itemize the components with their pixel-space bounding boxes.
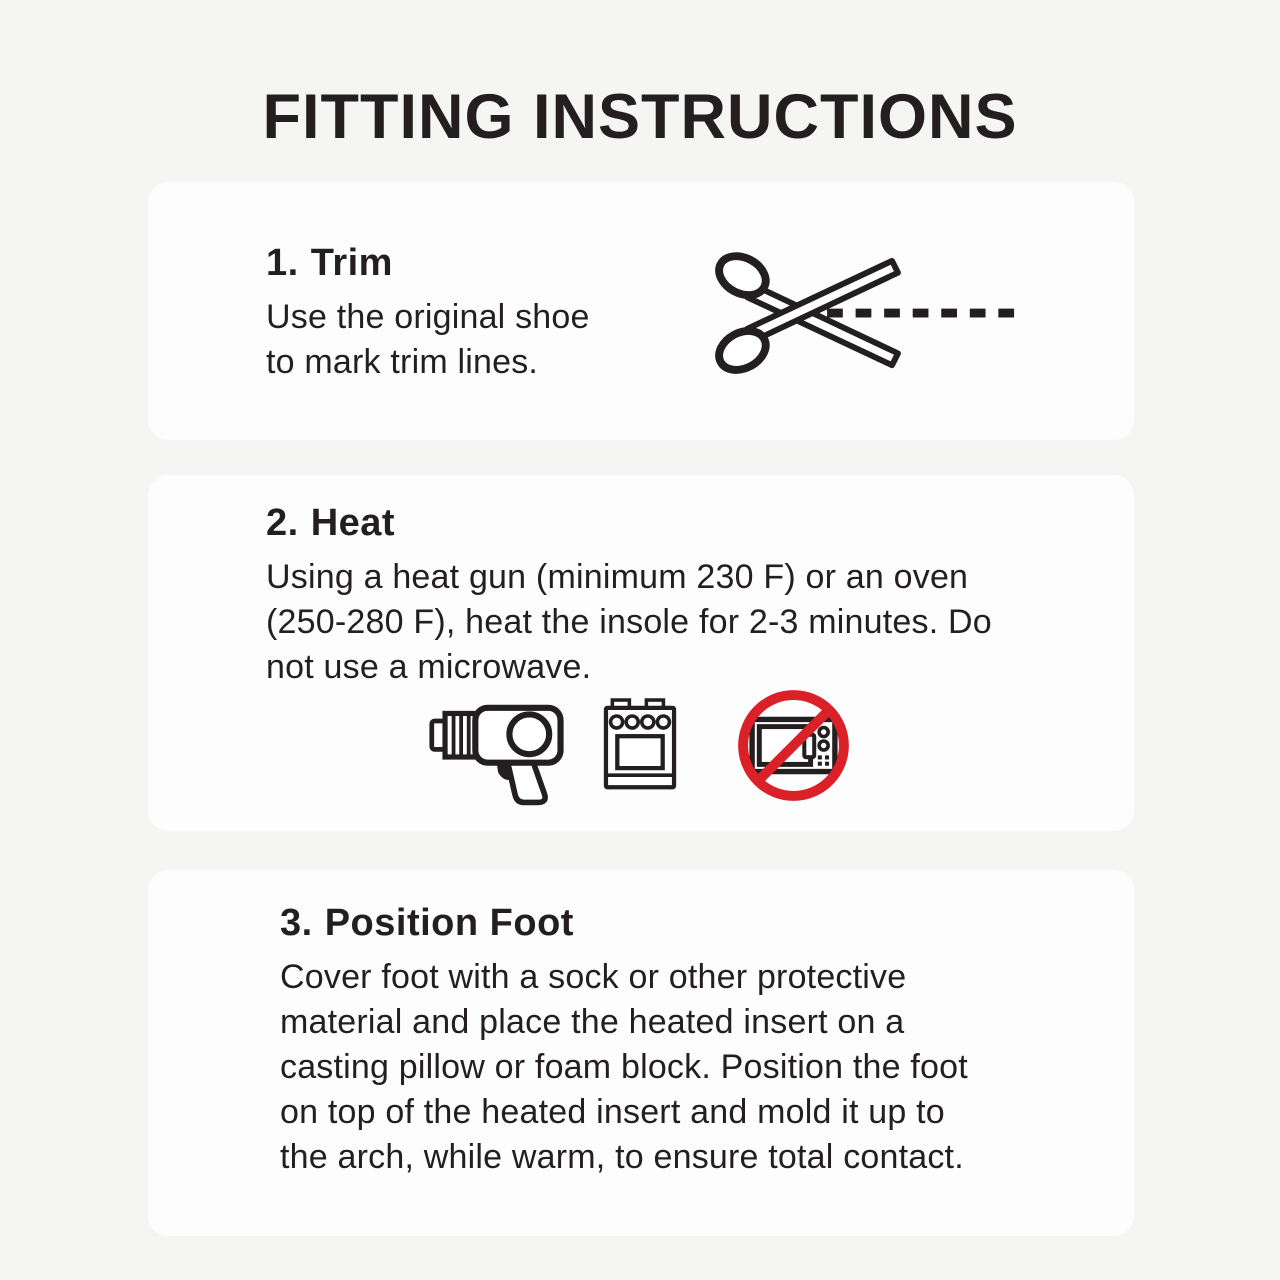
step-3-number: 3. xyxy=(280,902,313,944)
step-1-label: Trim xyxy=(310,242,393,284)
scissors-icon xyxy=(705,246,1020,384)
step-2-line-2: (250-280 F), heat the insole for 2-3 minutes. Do xyxy=(266,603,992,641)
step-2-line-1: Using a heat gun (minimum 230 F) or an oven xyxy=(266,558,969,596)
step-3-body xyxy=(280,955,1134,1180)
step-card-position-foot xyxy=(148,870,1134,1236)
step-3-line-2: material and place the heated insert on a xyxy=(280,1003,905,1041)
no-microwave-icon xyxy=(735,687,852,804)
step-1-number: 1. xyxy=(266,242,299,284)
step-3-heading xyxy=(280,900,1134,946)
step-2-label: Heat xyxy=(310,502,396,544)
oven-icon xyxy=(601,697,679,791)
step-2-line-3: not use a microwave. xyxy=(266,648,592,686)
step-3-line-3: casting pillow or foam block. Position the foot xyxy=(280,1048,968,1086)
step-3-line-5: the arch, while warm, to ensure total contact. xyxy=(280,1138,964,1176)
step-card-heat xyxy=(148,475,1134,831)
step-3-line-4: on top of the heated insert and mold it up to xyxy=(280,1093,945,1131)
step-card-trim xyxy=(148,182,1134,440)
heat-gun-icon xyxy=(428,700,570,814)
step-1-line-1: Use the original shoe xyxy=(266,298,590,336)
step-1-line-2: to mark trim lines. xyxy=(266,343,539,381)
page-title: FITTING INSTRUCTIONS xyxy=(262,82,1018,152)
step-3-line-1: Cover foot with a sock or other protective xyxy=(280,958,907,996)
step-2-heading xyxy=(266,500,1134,546)
step-2-number: 2. xyxy=(266,502,299,544)
step-2-body xyxy=(266,555,1134,690)
step-3-label: Position Foot xyxy=(324,902,574,944)
